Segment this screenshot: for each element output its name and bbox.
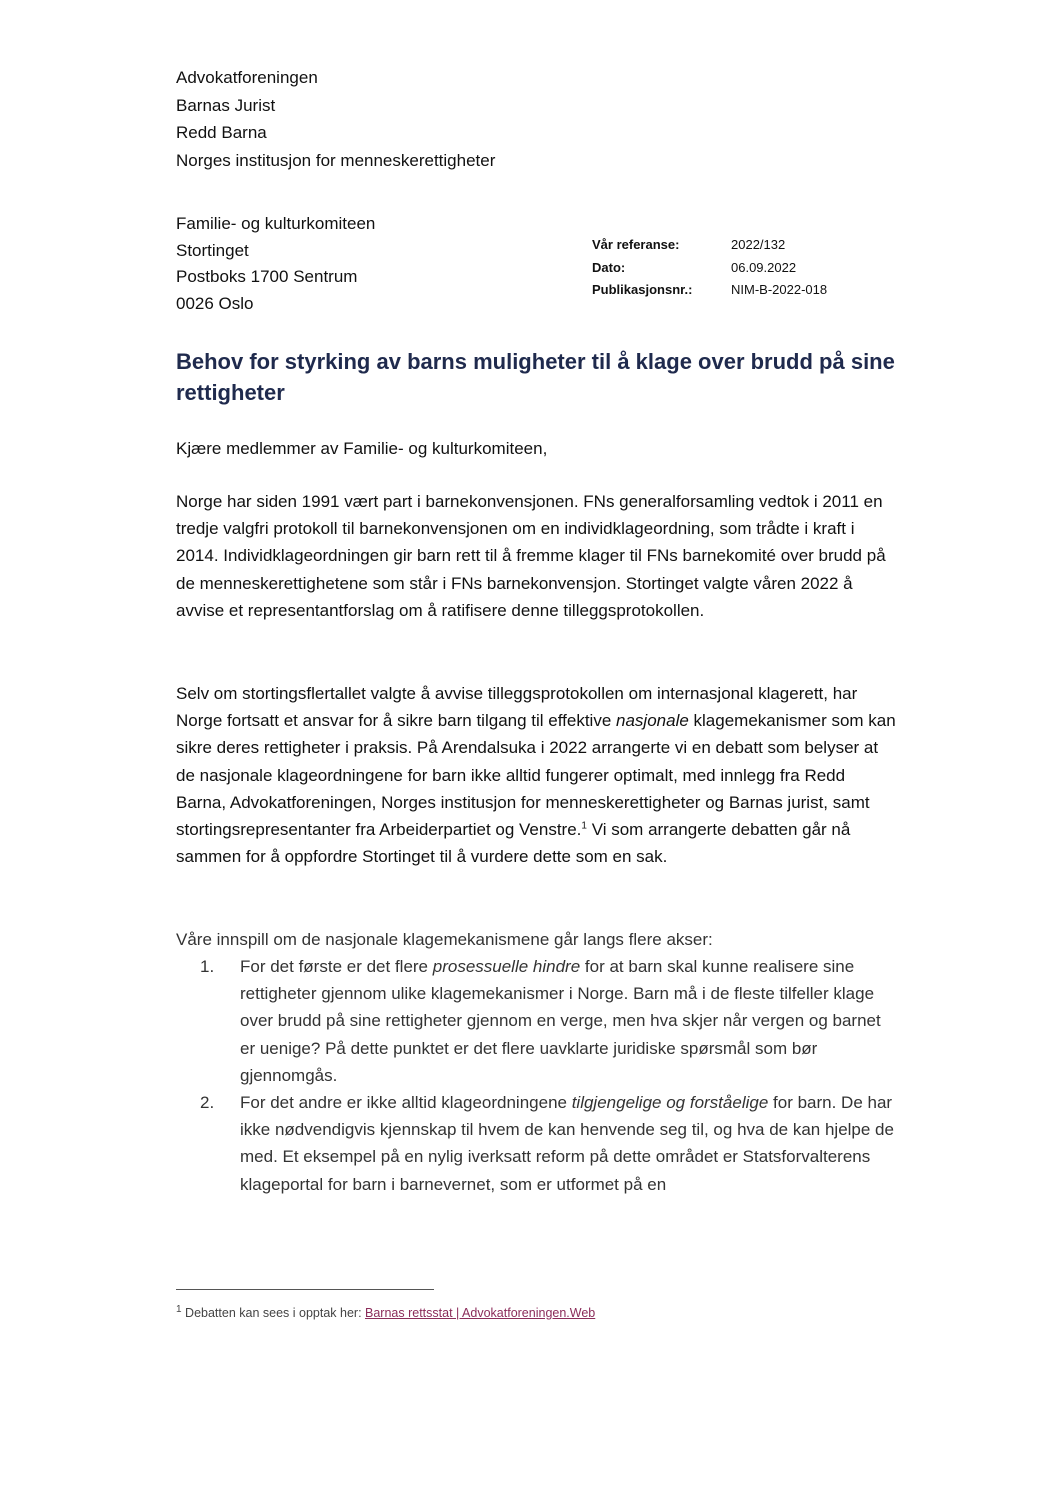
date-row (592, 257, 827, 280)
paragraph-2-text: Selv om stortingsflertallet valgte å avvise tilleggsprotokollen om internasjonal klagerett, har Norge fortsatt et ansvar for å sikre barn tilgang til effektive (176, 684, 858, 731)
sender-name: Norges institusjon for menneskerettigheter (176, 150, 496, 170)
recipient-address (176, 211, 375, 317)
list-item (176, 1089, 896, 1198)
letter-heading: Behov for styrking av barns muligheter til å klage over brudd på sine rettigheter (176, 349, 895, 405)
footnote-text: Debatten kan sees i opptak her: (181, 1306, 366, 1320)
list-text-part: for barn. De har ikke nødvendigvis kjennskap til hvem de kan henvende seg til, og hva de kan hjelpe de med. Et eksempel på en nylig iverksatt reform på dette området er Statsforvalterens klageportal for barn i barnevernet, som er utformet på en (240, 1093, 894, 1194)
list-emphasis: prosessuelle hindre (432, 957, 581, 976)
sender-list (176, 64, 495, 174)
list-item (176, 953, 896, 1089)
footnote (176, 1304, 595, 1322)
recipient-line: 0026 Oslo (176, 293, 254, 313)
publication-value: NIM-B-2022-018 (731, 282, 828, 297)
list-number: 1. (200, 957, 215, 976)
paragraph-2 (176, 680, 896, 870)
footnote-mark: 1 (176, 1303, 182, 1315)
paragraph-2-text: Vi som arrangerte debatten går nå sammen for å oppfordre Stortinget til å vurdere dette som en sak. (176, 820, 851, 867)
sender-name: Redd Barna (176, 123, 267, 142)
publication-row (592, 279, 827, 302)
paragraph-3: Våre innspill om de nasjonale klagemekanismene går langs flere akser: (176, 930, 713, 949)
reference-row (592, 234, 827, 257)
paragraph-2-text: klagemekanismer som kan sikre deres rettigheter i praksis. På Arendalsuka i 2022 arrangerte vi en debatt som belyser at de nasjonale klageordningene for barn ikke alltid fungerer optimalt, med innlegg fra Redd Barna, Advokatforeningen, Norges institusjon for menneskerettigheter og Barnas jurist, samt stortingsrepresentanter fra Arbeiderpartiet og Venstre. (176, 711, 896, 840)
recipient-line: Stortinget (176, 240, 249, 260)
recipient-line: Familie- og kulturkomiteen (176, 214, 376, 233)
paragraph-1: Norge har siden 1991 vært part i barnekonvensjonen. FNs generalforsamling vedtok i 2011 en tredje valgfri protokoll til barnekonvensjonen om en individklageordning, som trådte i kraft i 2014. Individklageordningen gir barn rett til å fremme klager til FNs barnekomité over brudd på de menneskerettighetene som står i FNs barnekonvensjon. Stortinget valgte våren 2022 å avvise et representantforslag om å ratifisere denne tilleggsprotokollen. (176, 492, 886, 620)
footnote-divider (176, 1289, 434, 1290)
footnote-link[interactable]: Barnas rettsstat | Advokatforeningen.Web (365, 1306, 596, 1320)
list-text-part: for at barn skal kunne realisere sine rettigheter gjennom ulike klagemekanismer i Norge. Barn må i de fleste tilfeller klage over brudd på sine rettigheter gjennom en verge, men hva skjer når vergen og barnet er uenige? På dette punktet er det flere uavklarte juridiske spørsmål som bør gjennomgås. (240, 957, 881, 1085)
sender-name: Advokatforeningen (176, 68, 318, 87)
list-number-cell (176, 1089, 240, 1198)
sender-name: Barnas Jurist (176, 95, 276, 115)
list-number-cell (176, 953, 240, 1089)
list-text-part: For det første er det flere (240, 957, 433, 976)
reference-block (592, 234, 827, 302)
publication-label: Publikasjonsnr.: (592, 282, 693, 297)
footnote-reference[interactable]: 1 (581, 820, 587, 832)
list-text (240, 953, 896, 1089)
list-text (240, 1089, 896, 1198)
list-text-part: For det andre er ikke alltid klageordningene (240, 1093, 572, 1113)
reference-value: 2022/132 (731, 237, 786, 252)
greeting: Kjære medlemmer av Familie- og kulturkomiteen, (176, 439, 548, 458)
paragraph-2-emphasis: nasjonale (616, 711, 689, 731)
list-emphasis: tilgjengelige og forståelige (571, 1093, 769, 1113)
date-label: Dato: (592, 259, 626, 275)
numbered-list (176, 953, 896, 1198)
reference-label: Vår referanse: (592, 237, 680, 252)
date-value: 06.09.2022 (731, 259, 797, 275)
recipient-line: Postboks 1700 Sentrum (176, 267, 358, 286)
list-number: 2. (200, 1093, 215, 1113)
